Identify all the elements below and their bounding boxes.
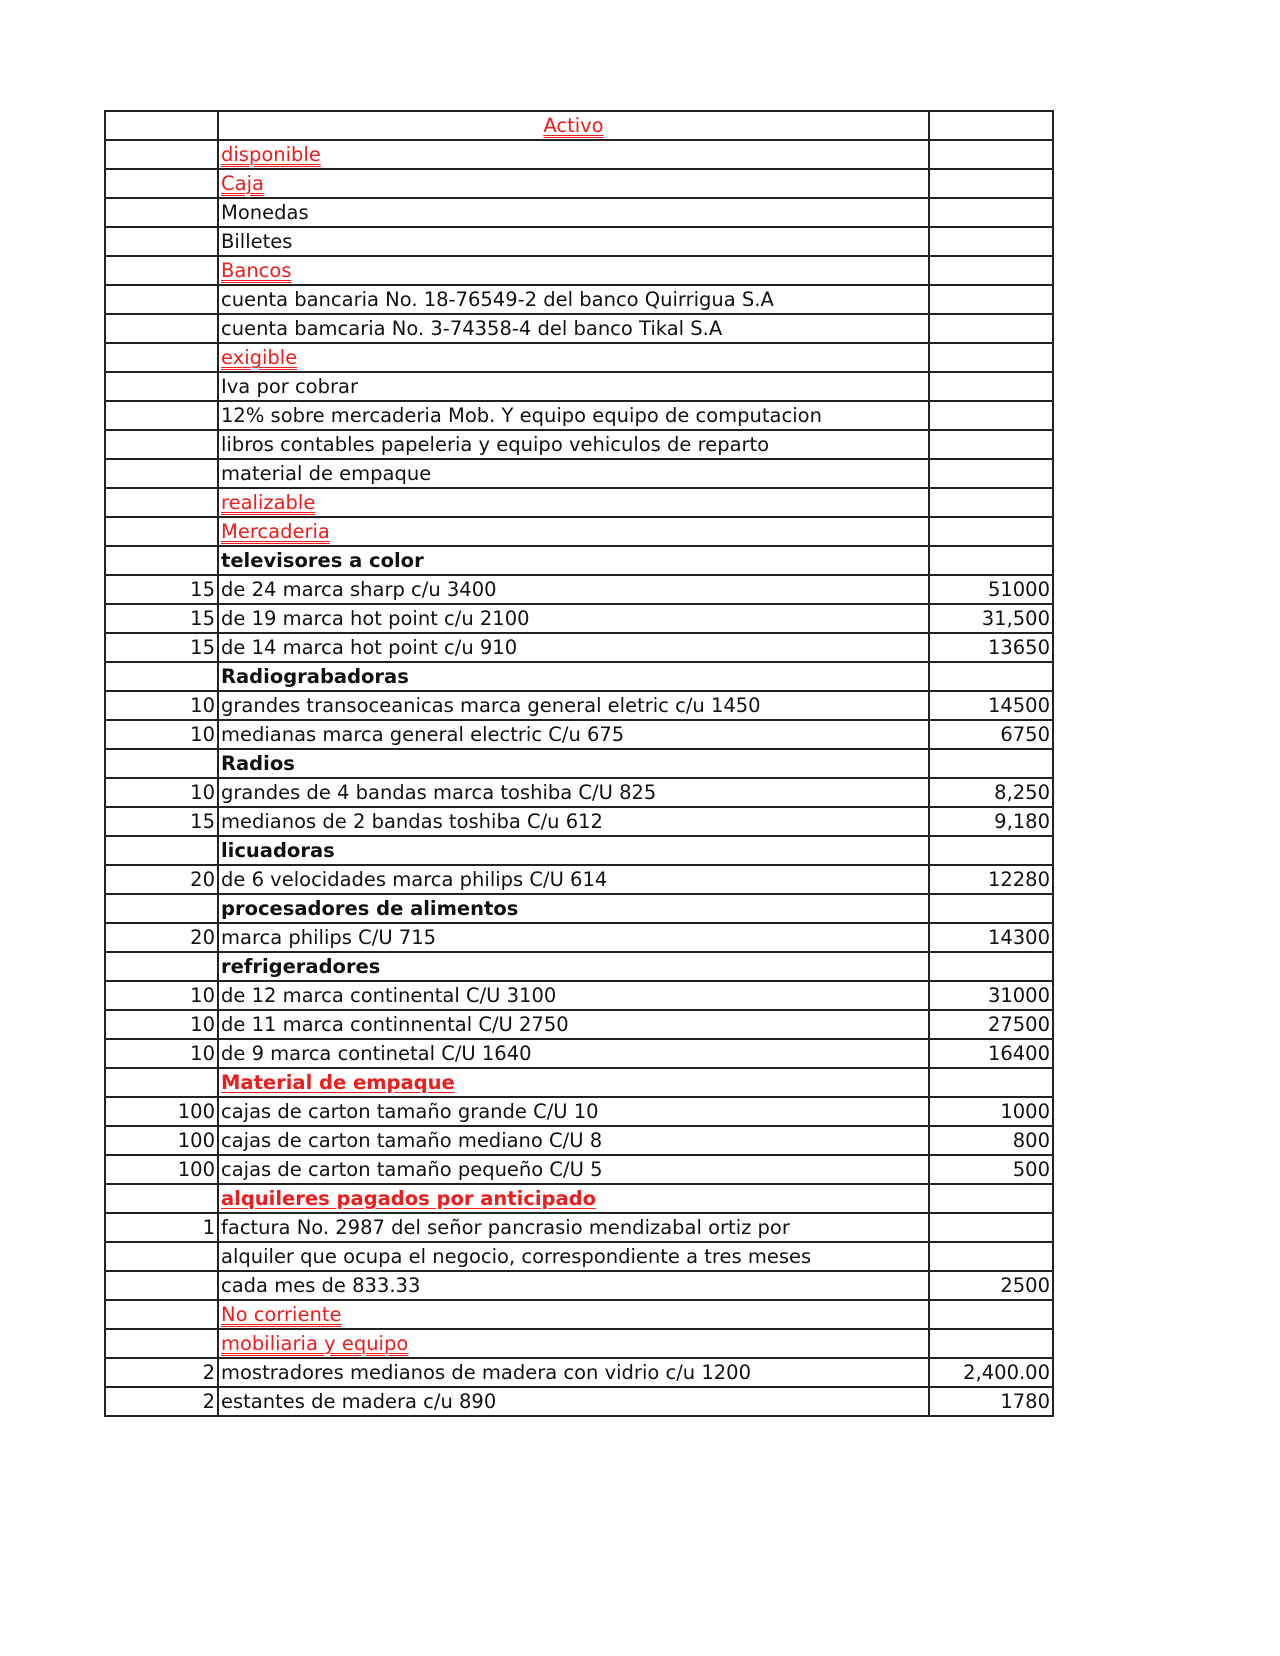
quantity-cell[interactable]: 2 xyxy=(105,1358,218,1387)
amount-cell[interactable] xyxy=(929,1329,1053,1358)
table-row xyxy=(105,488,1053,517)
quantity-cell[interactable] xyxy=(105,517,218,546)
table-row xyxy=(105,1387,1053,1416)
amount-cell[interactable] xyxy=(929,140,1053,169)
amount-cell[interactable]: 13650 xyxy=(929,633,1053,662)
description-cell[interactable]: exigible xyxy=(218,343,929,372)
quantity-cell[interactable] xyxy=(105,111,218,140)
description-cell[interactable]: Radios xyxy=(218,749,929,778)
amount-cell[interactable] xyxy=(929,372,1053,401)
table-row xyxy=(105,749,1053,778)
amount-cell[interactable]: 1780 xyxy=(929,1387,1053,1416)
description-cell[interactable]: Billetes xyxy=(218,227,929,256)
description-cell[interactable]: licuadoras xyxy=(218,836,929,865)
table-row xyxy=(105,1271,1053,1300)
description-cell[interactable]: Material de empaque xyxy=(218,1068,929,1097)
quantity-cell[interactable] xyxy=(105,662,218,691)
description-cell[interactable]: procesadores de alimentos xyxy=(218,894,929,923)
description-cell[interactable]: 12% sobre mercaderia Mob. Y equipo equipo de computacion xyxy=(218,401,929,430)
description-cell[interactable]: cajas de carton tamaño grande C/U 10 xyxy=(218,1097,929,1126)
table-row xyxy=(105,198,1053,227)
description-cell[interactable]: Iva por cobrar xyxy=(218,372,929,401)
description-cell[interactable]: factura No. 2987 del señor pancrasio mendizabal ortiz por xyxy=(218,1213,929,1242)
amount-cell[interactable] xyxy=(929,546,1053,575)
amount-cell[interactable] xyxy=(929,343,1053,372)
table-row xyxy=(105,1184,1053,1213)
table-row xyxy=(105,256,1053,285)
quantity-cell[interactable]: 10 xyxy=(105,720,218,749)
amount-cell[interactable]: 14500 xyxy=(929,691,1053,720)
description-cell[interactable]: medianas marca general electric C/u 675 xyxy=(218,720,929,749)
table-row xyxy=(105,1242,1053,1271)
quantity-cell[interactable]: 15 xyxy=(105,807,218,836)
table-row xyxy=(105,459,1053,488)
amount-cell[interactable]: 31,500 xyxy=(929,604,1053,633)
amount-cell[interactable]: 16400 xyxy=(929,1039,1053,1068)
table-row xyxy=(105,923,1053,952)
amount-cell[interactable]: 500 xyxy=(929,1155,1053,1184)
amount-cell[interactable]: 12280 xyxy=(929,865,1053,894)
amount-cell[interactable] xyxy=(929,836,1053,865)
quantity-cell[interactable]: 20 xyxy=(105,923,218,952)
description-cell[interactable]: cuenta bancaria No. 18-76549-2 del banco Quirrigua S.A xyxy=(218,285,929,314)
description-cell[interactable]: Activo xyxy=(218,111,929,140)
quantity-cell[interactable] xyxy=(105,285,218,314)
quantity-cell[interactable]: 15 xyxy=(105,575,218,604)
quantity-cell[interactable] xyxy=(105,749,218,778)
table-row xyxy=(105,372,1053,401)
table-row xyxy=(105,720,1053,749)
quantity-cell[interactable] xyxy=(105,140,218,169)
quantity-cell[interactable] xyxy=(105,227,218,256)
quantity-cell[interactable] xyxy=(105,401,218,430)
amount-cell[interactable]: 14300 xyxy=(929,923,1053,952)
quantity-cell[interactable] xyxy=(105,488,218,517)
table-row xyxy=(105,778,1053,807)
amount-cell[interactable] xyxy=(929,169,1053,198)
description-cell[interactable]: alquiler que ocupa el negocio, correspondiente a tres meses xyxy=(218,1242,929,1271)
table-row xyxy=(105,604,1053,633)
table-row xyxy=(105,1300,1053,1329)
amount-cell[interactable]: 6750 xyxy=(929,720,1053,749)
table-row xyxy=(105,662,1053,691)
quantity-cell[interactable] xyxy=(105,1242,218,1271)
table-row xyxy=(105,952,1053,981)
table-row xyxy=(105,633,1053,662)
amount-cell[interactable] xyxy=(929,198,1053,227)
table-row xyxy=(105,285,1053,314)
description-cell[interactable]: cajas de carton tamaño pequeño C/U 5 xyxy=(218,1155,929,1184)
amount-cell[interactable] xyxy=(929,894,1053,923)
amount-cell[interactable] xyxy=(929,227,1053,256)
amount-cell[interactable]: 27500 xyxy=(929,1010,1053,1039)
amount-cell[interactable] xyxy=(929,111,1053,140)
quantity-cell[interactable]: 100 xyxy=(105,1155,218,1184)
amount-cell[interactable] xyxy=(929,314,1053,343)
description-cell[interactable]: alquileres pagados por anticipado xyxy=(218,1184,929,1213)
table-row xyxy=(105,546,1053,575)
amount-cell[interactable] xyxy=(929,662,1053,691)
quantity-cell[interactable]: 10 xyxy=(105,1010,218,1039)
quantity-cell[interactable]: 100 xyxy=(105,1126,218,1155)
quantity-cell[interactable]: 10 xyxy=(105,691,218,720)
table-row xyxy=(105,1155,1053,1184)
table-row xyxy=(105,401,1053,430)
description-cell[interactable]: de 19 marca hot point c/u 2100 xyxy=(218,604,929,633)
quantity-cell[interactable] xyxy=(105,256,218,285)
amount-cell[interactable]: 31000 xyxy=(929,981,1053,1010)
amount-cell[interactable] xyxy=(929,401,1053,430)
quantity-cell[interactable] xyxy=(105,314,218,343)
amount-cell[interactable] xyxy=(929,1184,1053,1213)
amount-cell[interactable] xyxy=(929,517,1053,546)
description-cell[interactable]: de 11 marca continnental C/U 2750 xyxy=(218,1010,929,1039)
quantity-cell[interactable] xyxy=(105,894,218,923)
description-cell[interactable]: Monedas xyxy=(218,198,929,227)
quantity-cell[interactable] xyxy=(105,198,218,227)
amount-cell[interactable]: 2500 xyxy=(929,1271,1053,1300)
description-cell[interactable]: mostradores medianos de madera con vidrio c/u 1200 xyxy=(218,1358,929,1387)
description-cell[interactable]: material de empaque xyxy=(218,459,929,488)
table-row xyxy=(105,517,1053,546)
quantity-cell[interactable] xyxy=(105,1068,218,1097)
table-row xyxy=(105,169,1053,198)
quantity-cell[interactable] xyxy=(105,836,218,865)
table-row xyxy=(105,894,1053,923)
quantity-cell[interactable]: 15 xyxy=(105,633,218,662)
table-row xyxy=(105,430,1053,459)
description-cell[interactable]: disponible xyxy=(218,140,929,169)
quantity-cell[interactable]: 1 xyxy=(105,1213,218,1242)
description-cell[interactable]: medianos de 2 bandas toshiba C/u 612 xyxy=(218,807,929,836)
table-row xyxy=(105,1097,1053,1126)
description-cell[interactable]: de 14 marca hot point c/u 910 xyxy=(218,633,929,662)
quantity-cell[interactable] xyxy=(105,1300,218,1329)
quantity-cell[interactable] xyxy=(105,343,218,372)
table-row xyxy=(105,140,1053,169)
table-row xyxy=(105,575,1053,604)
description-cell[interactable]: cada mes de 833.33 xyxy=(218,1271,929,1300)
balance-sheet-table xyxy=(104,110,1054,1417)
description-cell[interactable]: Mercaderia xyxy=(218,517,929,546)
quantity-cell[interactable] xyxy=(105,1271,218,1300)
table-row xyxy=(105,1358,1053,1387)
description-cell[interactable]: libros contables papeleria y equipo vehiculos de reparto xyxy=(218,430,929,459)
description-cell[interactable]: No corriente xyxy=(218,1300,929,1329)
table-row xyxy=(105,807,1053,836)
table-row xyxy=(105,343,1053,372)
amount-cell[interactable]: 1000 xyxy=(929,1097,1053,1126)
quantity-cell[interactable] xyxy=(105,1184,218,1213)
amount-cell[interactable] xyxy=(929,488,1053,517)
description-cell[interactable]: grandes de 4 bandas marca toshiba C/U 825 xyxy=(218,778,929,807)
amount-cell[interactable]: 2,400.00 xyxy=(929,1358,1053,1387)
quantity-cell[interactable] xyxy=(105,1329,218,1358)
amount-cell[interactable] xyxy=(929,1300,1053,1329)
description-cell[interactable]: Radiograbadoras xyxy=(218,662,929,691)
table-row xyxy=(105,865,1053,894)
amount-cell[interactable] xyxy=(929,1242,1053,1271)
amount-cell[interactable] xyxy=(929,285,1053,314)
amount-cell[interactable]: 8,250 xyxy=(929,778,1053,807)
amount-cell[interactable] xyxy=(929,1213,1053,1242)
description-cell[interactable]: cajas de carton tamaño mediano C/U 8 xyxy=(218,1126,929,1155)
sheet-body xyxy=(105,111,1053,1416)
quantity-cell[interactable] xyxy=(105,169,218,198)
table-row xyxy=(105,1126,1053,1155)
description-cell[interactable]: de 9 marca continetal C/U 1640 xyxy=(218,1039,929,1068)
table-row xyxy=(105,1010,1053,1039)
amount-cell[interactable] xyxy=(929,1068,1053,1097)
amount-cell[interactable] xyxy=(929,459,1053,488)
table-row xyxy=(105,111,1053,140)
quantity-cell[interactable] xyxy=(105,546,218,575)
amount-cell[interactable] xyxy=(929,749,1053,778)
quantity-cell[interactable]: 15 xyxy=(105,604,218,633)
description-cell[interactable]: cuenta bamcaria No. 3-74358-4 del banco Tikal S.A xyxy=(218,314,929,343)
description-cell[interactable]: de 24 marca sharp c/u 3400 xyxy=(218,575,929,604)
description-cell[interactable]: grandes transoceanicas marca general eletric c/u 1450 xyxy=(218,691,929,720)
quantity-cell[interactable]: 10 xyxy=(105,981,218,1010)
table-row xyxy=(105,1068,1053,1097)
quantity-cell[interactable] xyxy=(105,372,218,401)
description-cell[interactable]: marca philips C/U 715 xyxy=(218,923,929,952)
table-row xyxy=(105,227,1053,256)
description-cell[interactable]: Bancos xyxy=(218,256,929,285)
quantity-cell[interactable] xyxy=(105,459,218,488)
amount-cell[interactable]: 51000 xyxy=(929,575,1053,604)
description-cell[interactable]: de 6 velocidades marca philips C/U 614 xyxy=(218,865,929,894)
amount-cell[interactable] xyxy=(929,952,1053,981)
quantity-cell[interactable]: 10 xyxy=(105,1039,218,1068)
description-cell[interactable]: de 12 marca continental C/U 3100 xyxy=(218,981,929,1010)
quantity-cell[interactable]: 2 xyxy=(105,1387,218,1416)
quantity-cell[interactable]: 20 xyxy=(105,865,218,894)
amount-cell[interactable] xyxy=(929,256,1053,285)
amount-cell[interactable]: 9,180 xyxy=(929,807,1053,836)
table-row xyxy=(105,981,1053,1010)
description-cell[interactable]: refrigeradores xyxy=(218,952,929,981)
quantity-cell[interactable]: 100 xyxy=(105,1097,218,1126)
description-cell[interactable]: televisores a color xyxy=(218,546,929,575)
quantity-cell[interactable] xyxy=(105,430,218,459)
table-row xyxy=(105,1329,1053,1358)
amount-cell[interactable]: 800 xyxy=(929,1126,1053,1155)
amount-cell[interactable] xyxy=(929,430,1053,459)
description-cell[interactable]: mobiliaria y equipo xyxy=(218,1329,929,1358)
table-row xyxy=(105,314,1053,343)
table-row xyxy=(105,836,1053,865)
description-cell[interactable]: Caja xyxy=(218,169,929,198)
quantity-cell[interactable] xyxy=(105,952,218,981)
table-row xyxy=(105,691,1053,720)
description-cell[interactable]: realizable xyxy=(218,488,929,517)
description-cell[interactable]: estantes de madera c/u 890 xyxy=(218,1387,929,1416)
table-row xyxy=(105,1039,1053,1068)
quantity-cell[interactable]: 10 xyxy=(105,778,218,807)
table-row xyxy=(105,1213,1053,1242)
